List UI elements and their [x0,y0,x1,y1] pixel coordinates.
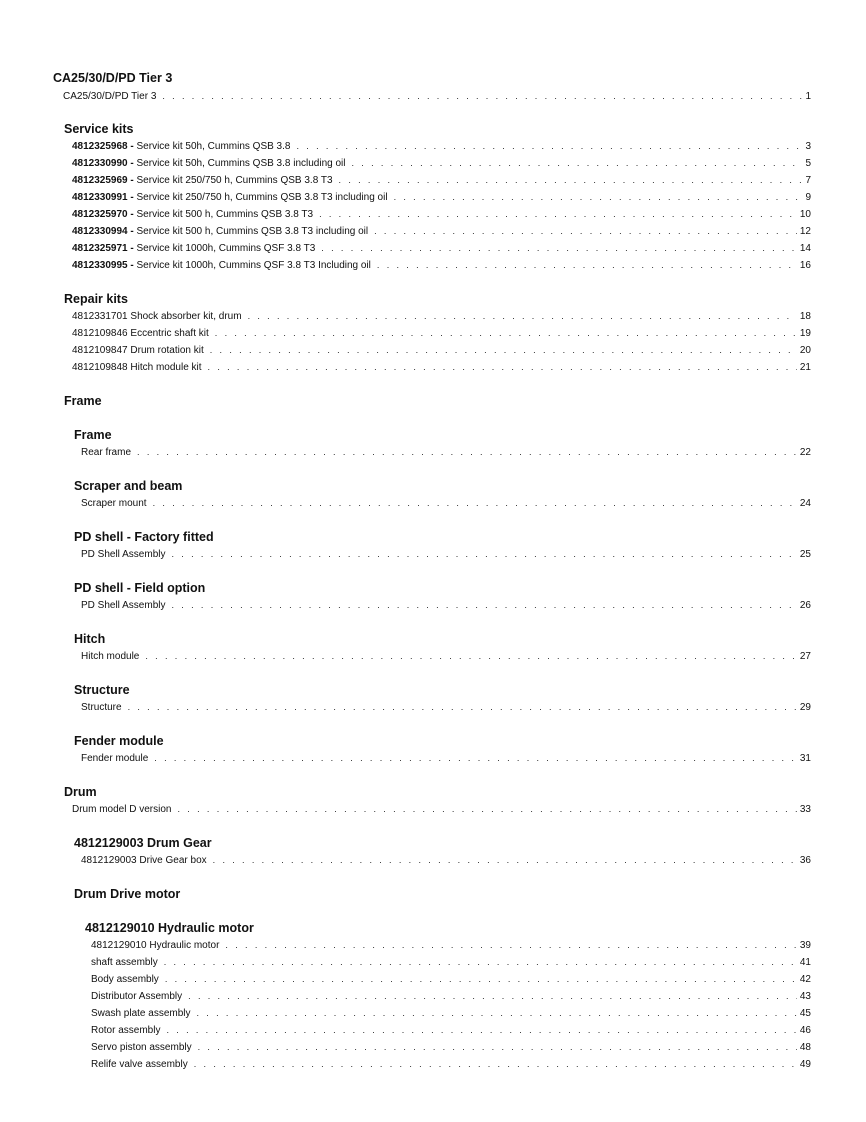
dot-leader [137,445,797,459]
entry-label: shaft assembly [91,957,158,968]
dot-leader [154,751,797,765]
toc-entry[interactable] [72,258,811,272]
dot-leader [319,207,797,221]
entry-page: 20 [799,345,811,356]
toc-entry[interactable] [72,802,811,816]
entry-part-number: 4812330994 - [72,226,134,237]
entry-label: Service kit 1000h, Cummins QSF 3.8 T3 [133,243,316,254]
dot-leader [377,258,797,272]
dot-leader [198,1040,797,1054]
toc-entry[interactable] [91,1023,811,1037]
dot-leader [164,955,797,969]
entry-label: Relife valve assembly [91,1059,188,1070]
entry-label: Drum model D version [72,804,172,815]
dot-leader [208,360,797,374]
toc-entry[interactable] [72,309,811,323]
toc-entry[interactable] [72,173,811,187]
entry-page: 3 [805,141,811,152]
entry-page: 22 [799,447,811,458]
toc-entry[interactable] [91,1040,811,1054]
entry-label: Hitch module [81,651,140,662]
entry-label: Fender module [81,753,149,764]
dot-leader [162,89,802,103]
toc-entry[interactable] [81,547,811,561]
dot-leader [352,156,803,170]
dot-leader [339,173,803,187]
entry-page: 21 [799,362,811,373]
dot-leader [166,1023,796,1037]
entry-label: Swash plate assembly [91,1008,191,1019]
entry-page: 7 [805,175,811,186]
entry-page: 29 [799,702,811,713]
entry-label: 4812109848 Hitch module kit [72,362,202,373]
entry-part-number: 4812330991 - [72,192,134,203]
entry-label: Service kit 250/750 h, Cummins QSB 3.8 T3 including oil [133,192,388,203]
dot-leader [215,326,797,340]
entry-label: Service kit 500 h, Cummins QSB 3.8 T3 including oil [133,226,369,237]
toc-heading-hydraulic-motor: 4812129010 Hydraulic motor [85,921,254,935]
toc-heading-drum-drive-motor: Drum Drive motor [74,887,181,901]
dot-leader [225,938,796,952]
entry-page: 18 [799,311,811,322]
dot-leader [394,190,803,204]
entry-page: 9 [805,192,811,203]
toc-entry[interactable] [81,445,811,459]
toc-entry[interactable] [72,139,811,153]
entry-page: 49 [799,1059,811,1070]
entry-label: Rotor assembly [91,1025,161,1036]
entry-page: 41 [799,957,811,968]
entry-label: PD Shell Assembly [81,600,166,611]
dot-leader [171,547,796,561]
entry-label: PD Shell Assembly [81,549,166,560]
toc-entry[interactable] [81,853,811,867]
entry-page: 1 [805,91,811,102]
entry-label: Servo piston assembly [91,1042,192,1053]
entry-page: 14 [799,243,811,254]
entry-label: CA25/30/D/PD Tier 3 [63,91,157,102]
toc-entry[interactable] [91,938,811,952]
toc-heading-pd-field: PD shell - Field option [74,581,206,595]
dot-leader [374,224,797,238]
toc-entry[interactable] [72,190,811,204]
toc-entry[interactable] [91,972,811,986]
toc-entry[interactable] [63,89,811,103]
dot-leader [296,139,802,153]
entry-part-number: 4812330995 - [72,260,134,271]
toc-entry[interactable] [72,326,811,340]
entry-page: 42 [799,974,811,985]
toc-entry[interactable] [72,224,811,238]
dot-leader [194,1057,797,1071]
entry-page: 36 [799,855,811,866]
entry-page: 31 [799,753,811,764]
dot-leader [177,802,796,816]
toc-heading-frame: Frame [74,428,112,442]
entry-page: 33 [799,804,811,815]
toc-heading-drum-gear: 4812129003 Drum Gear [74,836,212,850]
toc-entry[interactable] [72,343,811,357]
dot-leader [188,989,797,1003]
toc-entry[interactable] [91,1057,811,1071]
entry-label: Rear frame [81,447,132,458]
entry-label: 4812109846 Eccentric shaft kit [72,328,209,339]
entry-label: Service kit 1000h, Cummins QSF 3.8 T3 Including oil [133,260,371,271]
toc-heading-repair-kits: Repair kits [64,292,128,306]
entry-page: 16 [799,260,811,271]
entry-label: Structure [81,702,122,713]
toc-entry[interactable] [81,700,811,714]
dot-leader [153,496,797,510]
entry-label: Body assembly [91,974,159,985]
entry-part-number: 4812325971 - [72,243,134,254]
toc-entry[interactable] [81,751,811,765]
entry-part-number: 4812325969 - [72,175,134,186]
entry-part-number: 4812330990 - [72,158,134,169]
toc-entry[interactable] [81,649,811,663]
entry-page: 27 [799,651,811,662]
toc-entry[interactable] [72,207,811,221]
entry-label: Service kit 50h, Cummins QSB 3.8 [133,141,291,152]
entry-page: 39 [799,940,811,951]
entry-page: 5 [805,158,811,169]
entry-page: 19 [799,328,811,339]
toc-entry[interactable] [81,496,811,510]
dot-leader [213,853,797,867]
toc-entry[interactable] [72,156,811,170]
toc-heading-fender: Fender module [74,734,164,748]
toc-entry[interactable] [81,598,811,612]
entry-label: Service kit 250/750 h, Cummins QSB 3.8 T3 [133,175,333,186]
entry-page: 46 [799,1025,811,1036]
toc-heading-frame-section: Frame [64,394,102,408]
entry-page: 26 [799,600,811,611]
dot-leader [248,309,797,323]
entry-page: 12 [799,226,811,237]
dot-leader [165,972,797,986]
toc-heading-hitch: Hitch [74,632,106,646]
dot-leader [321,241,797,255]
toc-heading-drum: Drum [64,785,97,799]
toc-heading-main: CA25/30/D/PD Tier 3 [53,71,173,85]
toc-entry[interactable] [72,241,811,255]
dot-leader [210,343,797,357]
toc-heading-scraper: Scraper and beam [74,479,183,493]
entry-part-number: 4812325968 - [72,141,134,152]
entry-label: Scraper mount [81,498,147,509]
entry-label: 4812331701 Shock absorber kit, drum [72,311,242,322]
dot-leader [197,1006,797,1020]
entry-page: 25 [799,549,811,560]
dot-leader [171,598,796,612]
entry-label: 4812129010 Hydraulic motor [91,940,220,951]
toc-entry[interactable] [91,955,811,969]
toc-entry[interactable] [91,1006,811,1020]
entry-page: 24 [799,498,811,509]
entry-label: Service kit 500 h, Cummins QSB 3.8 T3 [133,209,314,220]
toc-heading-service-kits: Service kits [64,122,134,136]
toc-entry[interactable] [72,360,811,374]
toc-heading-structure: Structure [74,683,130,697]
dot-leader [128,700,797,714]
entry-page: 10 [799,209,811,220]
entry-label: Service kit 50h, Cummins QSB 3.8 including oil [133,158,346,169]
entry-label: Distributor Assembly [91,991,183,1002]
entry-label: 4812109847 Drum rotation kit [72,345,204,356]
entry-label: 4812129003 Drive Gear box [81,855,207,866]
toc-heading-pd-factory: PD shell - Factory fitted [74,530,214,544]
dot-leader [145,649,797,663]
entry-page: 43 [799,991,811,1002]
entry-page: 48 [799,1042,811,1053]
toc-entry[interactable] [91,989,811,1003]
entry-part-number: 4812325970 - [72,209,134,220]
entry-page: 45 [799,1008,811,1019]
